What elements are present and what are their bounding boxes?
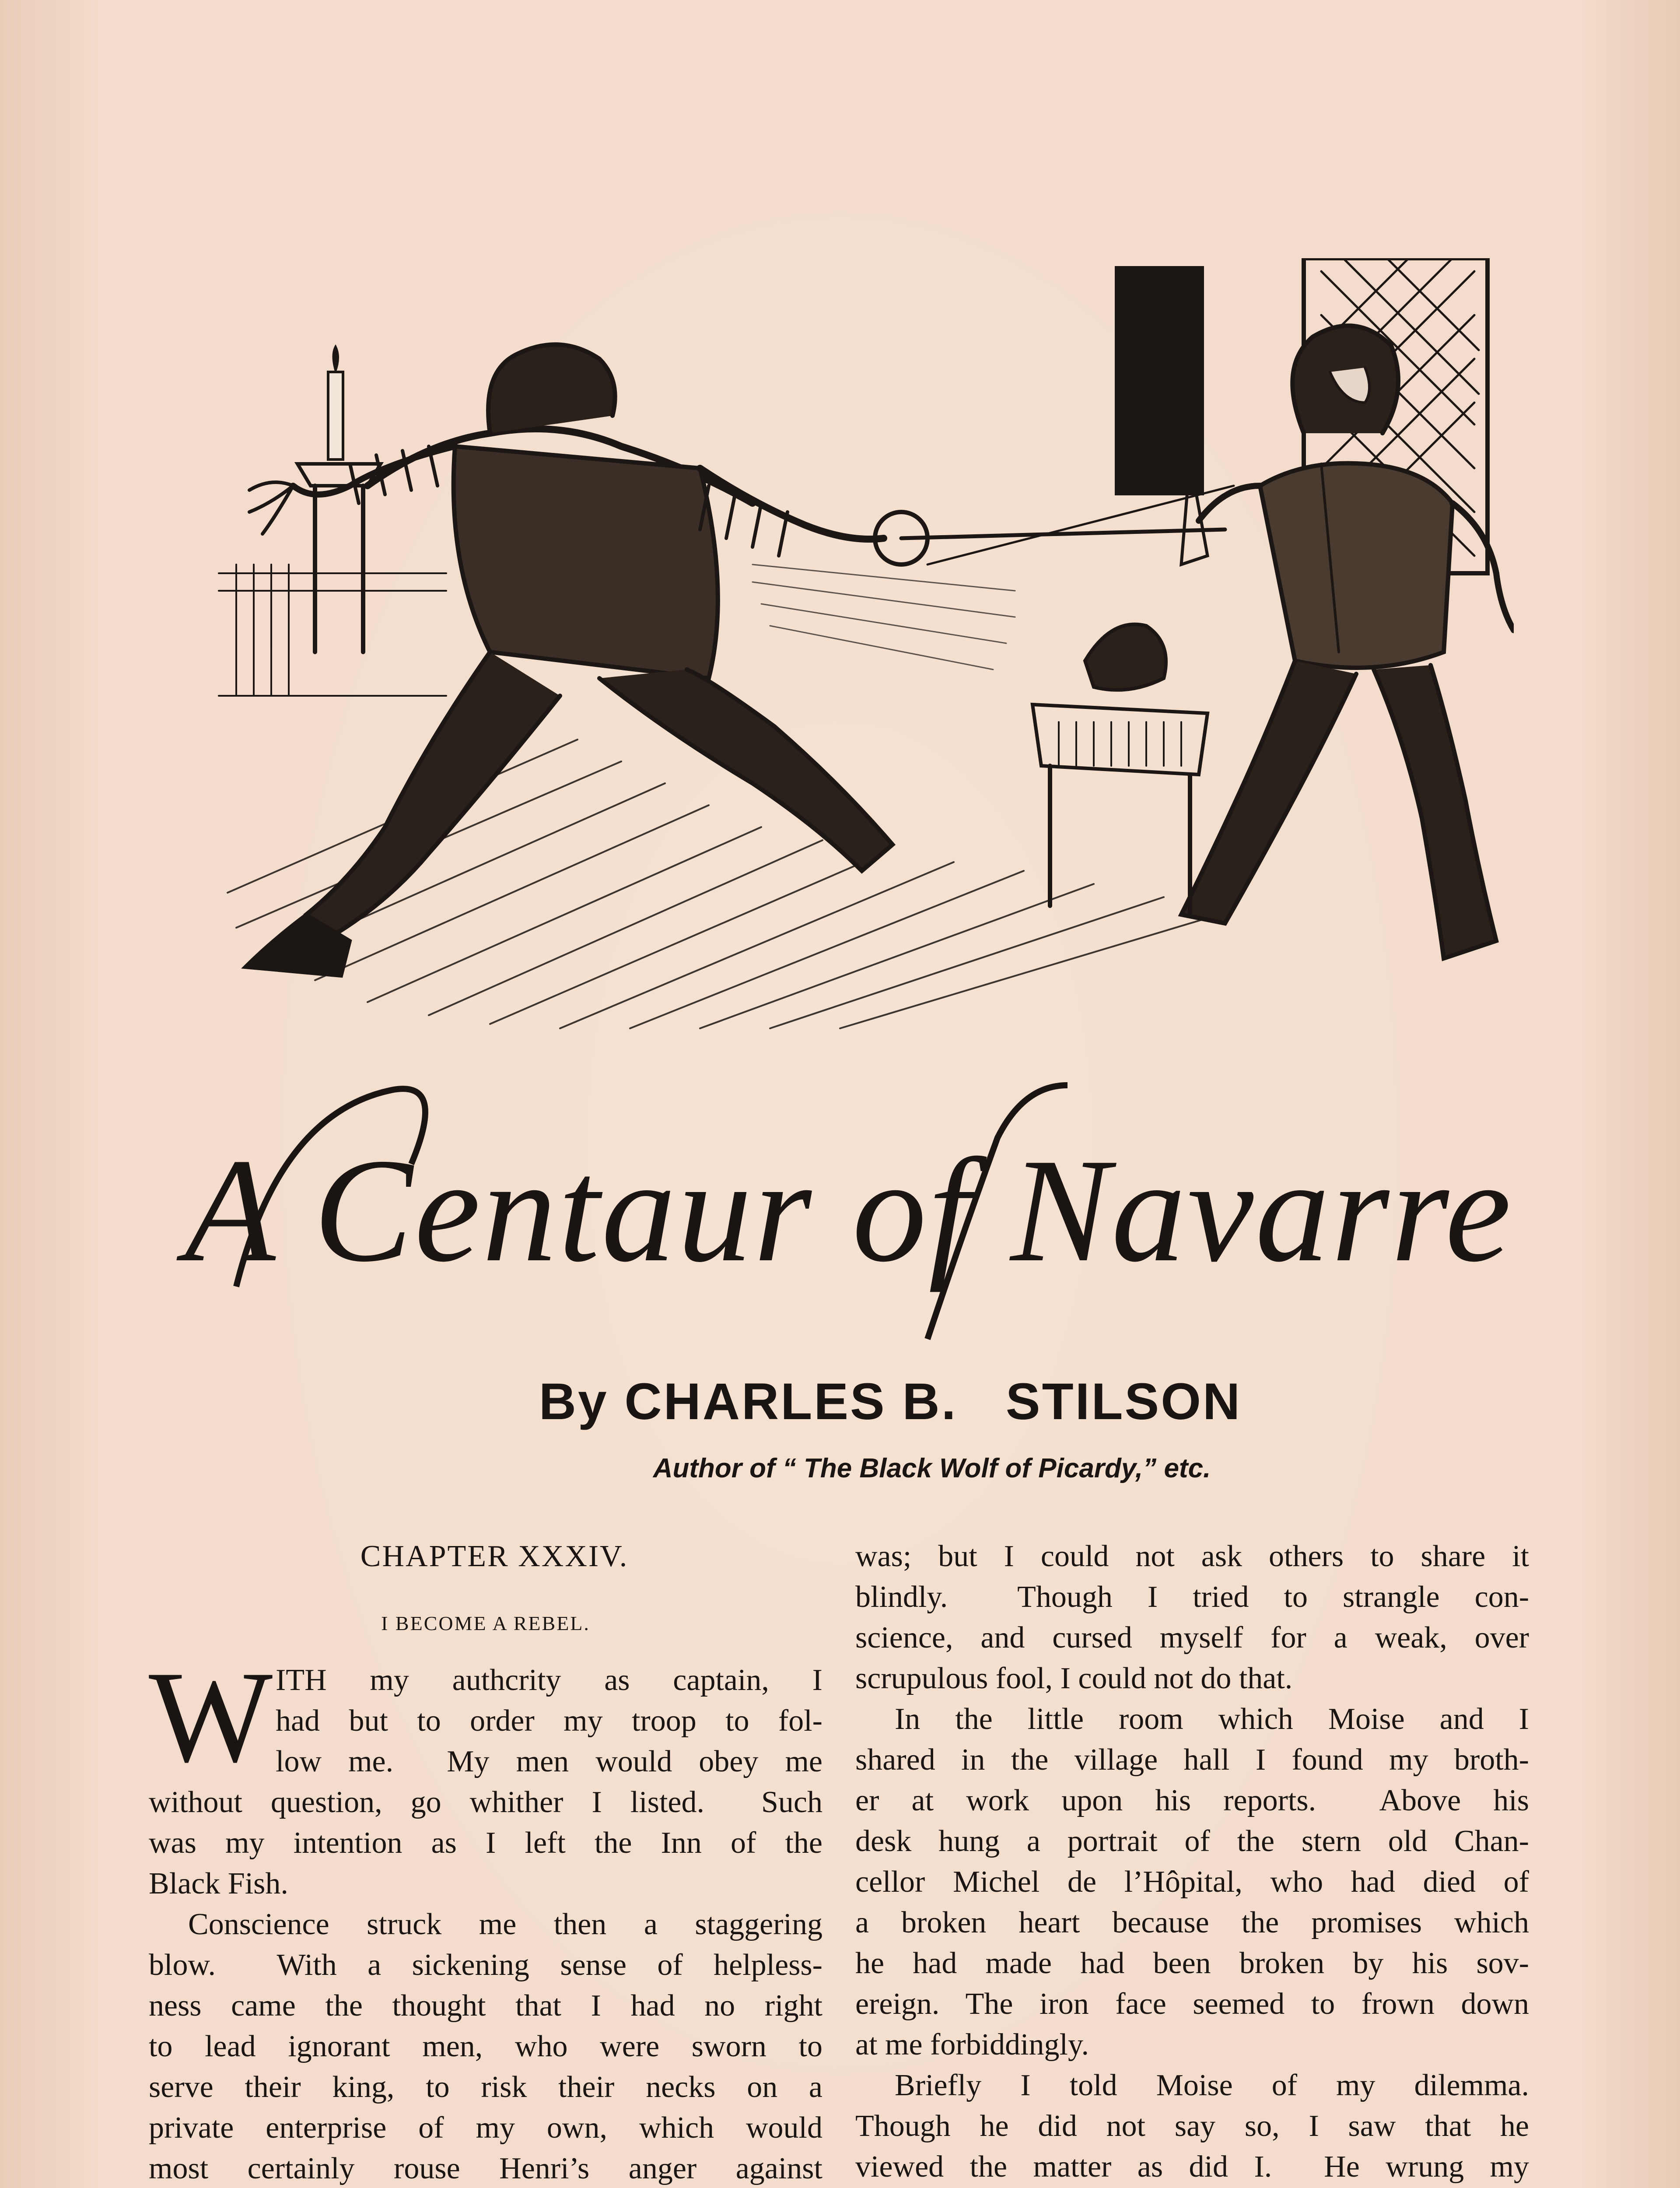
text-line: ITH my authcrity as captain, I [276, 1663, 822, 1697]
right-lines [855, 1536, 1529, 2188]
text-line: without question, go whither I listed. Such [149, 1785, 822, 1819]
fencing-duel-illustration [184, 258, 1514, 1055]
story-title [166, 1059, 1531, 1374]
text-line: blow. With a sickening sense of helpless- [149, 1948, 822, 1982]
text-line: cellor Michel de l’Hôpital, who had died of [855, 1865, 1529, 1899]
text-line: scrupulous fool, I could not do that. [855, 1662, 1293, 1695]
text-line: was; but I could not ask others to share it [855, 1539, 1529, 1573]
text-line: low me. My men would obey me [276, 1745, 822, 1778]
title-lettering [166, 1059, 1531, 1374]
text-line: was my intention as I left the Inn of the [149, 1826, 822, 1860]
byline: By CHARLES B. STILSON [539, 1373, 1242, 1431]
right-text-column [855, 1536, 1529, 2188]
author-credit: Author of “ The Black Wolf of Picardy,” etc. [653, 1453, 1211, 1483]
text-line: ereign. The iron face seemed to frown down [855, 1987, 1529, 2021]
text-line: he had made had been broken by his sov- [855, 1946, 1529, 1980]
text-line: Conscience struck me then a staggering [188, 1907, 822, 1941]
text-line: Briefly I told Moise of my dilemma. [895, 2069, 1529, 2102]
text-line: serve their king, to risk their necks on a [149, 2070, 822, 2104]
text-line: shared in the village hall I found my broth- [855, 1743, 1529, 1777]
chapter-heading: CHAPTER XXXIV. [360, 1539, 629, 1573]
text-line: a broken heart because the promises which [855, 1906, 1529, 1939]
title-text: A Centaur of Navarre [184, 1128, 1513, 1293]
chapter-subtitle: I BECOME A REBEL. [381, 1612, 590, 1634]
text-line: had but to order my troop to fol- [276, 1704, 822, 1738]
text-line: most certainly rouse Henri’s anger against [149, 2152, 822, 2185]
text-line: at me forbiddingly. [855, 2028, 1089, 2062]
text-line: to lead ignorant men, who were sworn to [149, 2030, 822, 2063]
left-text-column [149, 1536, 822, 2188]
text-line: private enterprise of my own, which would [149, 2111, 822, 2145]
text-line: ness came the thought that I had no right [149, 1989, 822, 2023]
text-line: desk hung a portrait of the stern old Chan- [855, 1824, 1529, 1858]
text-line: er at work upon his reports. Above his [855, 1784, 1529, 1817]
text-line: Black Fish. [149, 1867, 288, 1900]
text-line: Though he did not say so, I saw that he [855, 2109, 1529, 2143]
text-line: viewed the matter as did I. He wrung my [855, 2150, 1529, 2184]
text-line: blindly. Though I tried to strangle con- [855, 1580, 1529, 1614]
illustration-drawing [184, 258, 1514, 1055]
drop-cap: W [149, 1644, 273, 1789]
text-line: In the little room which Moise and I [895, 1702, 1529, 1736]
first-paragraph [149, 1644, 822, 2188]
text-line: science, and cursed myself for a weak, over [855, 1621, 1529, 1655]
